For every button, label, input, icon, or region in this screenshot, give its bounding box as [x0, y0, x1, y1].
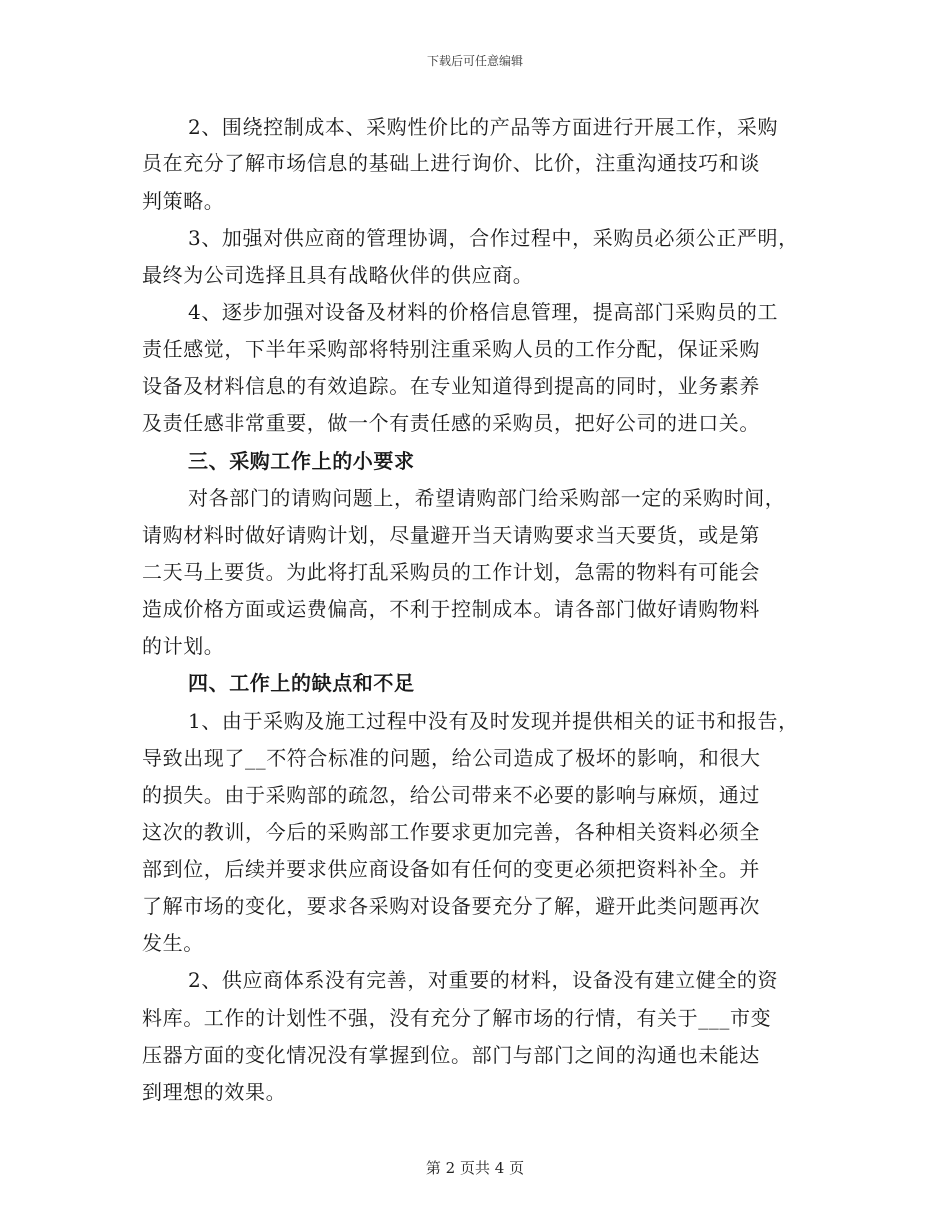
paragraph-line: 责任感觉，下半年采购部将特别注重采购人员的工作分配，保证采购	[142, 337, 760, 361]
paragraph-line: 发生。	[142, 931, 204, 955]
paragraph-line: 的计划。	[142, 634, 225, 658]
paragraph-line: 导致出现了__不符合标准的问题，给公司造成了极坏的影响，和很大	[142, 746, 761, 770]
paragraph-line: 到理想的效果。	[142, 1080, 287, 1104]
page-header: 下载后可任意编辑	[426, 54, 523, 68]
page-footer: 第 2 页共 4 页	[425, 1159, 525, 1177]
section-heading: 三、采购工作上的小要求	[188, 449, 415, 473]
paragraph-line: 设备及材料信息的有效追踪。在专业知道得到提高的同时，业务素养	[142, 374, 760, 398]
paragraph-line: 压器方面的变化情况没有掌握到位。部门与部门之间的沟通也未能达	[142, 1043, 760, 1067]
paragraph-line: 这次的教训，今后的采购部工作要求更加完善，各种相关资料必须全	[142, 820, 760, 844]
section-heading: 四、工作上的缺点和不足	[188, 671, 415, 695]
paragraph-line: 判策略。	[142, 189, 225, 213]
paragraph-line: 2、围绕控制成本、采购性价比的产品等方面进行开展工作，采购	[188, 115, 779, 139]
paragraph-line: 请购材料时做好请购计划，尽量避开当天请购要求当天要货，或是第	[142, 523, 760, 547]
paragraph-line: 4、逐步加强对设备及材料的价格信息管理，提高部门采购员的工	[188, 300, 779, 324]
paragraph-line: 员在充分了解市场信息的基础上进行询价、比价，注重沟通技巧和谈	[142, 151, 760, 175]
paragraph-line: 的损失。由于采购部的疏忽，给公司带来不必要的影响与麻烦，通过	[142, 783, 760, 807]
paragraph-line: 3、加强对供应商的管理协调，合作过程中，采购员必须公正严明，	[188, 226, 799, 250]
paragraph-line: 2、供应商体系没有完善，对重要的材料，设备没有建立健全的资	[188, 968, 779, 992]
paragraph-line: 了解市场的变化，要求各采购对设备要充分了解，避开此类问题再次	[142, 894, 760, 918]
paragraph-line: 1、由于采购及施工过程中没有及时发现并提供相关的证书和报告，	[188, 709, 799, 733]
paragraph-line: 料库。工作的计划性不强，没有充分了解市场的行情，有关于___市变	[142, 1006, 772, 1030]
paragraph-line: 造成价格方面或运费偏高，不利于控制成本。请各部门做好请购物料	[142, 597, 760, 621]
paragraph-line: 部到位，后续并要求供应商设备如有任何的变更必须把资料补全。并	[142, 857, 760, 881]
paragraph-line: 及责任感非常重要，做一个有责任感的采购员，把好公司的进口关。	[142, 411, 760, 435]
paragraph-line: 对各部门的请购问题上，希望请购部门给采购部一定的采购时间，	[188, 486, 786, 510]
paragraph-line: 二天马上要货。为此将打乱采购员的工作计划，急需的物料有可能会	[142, 560, 760, 584]
paragraph-line: 最终为公司选择且具有战略伙伴的供应商。	[142, 263, 534, 287]
